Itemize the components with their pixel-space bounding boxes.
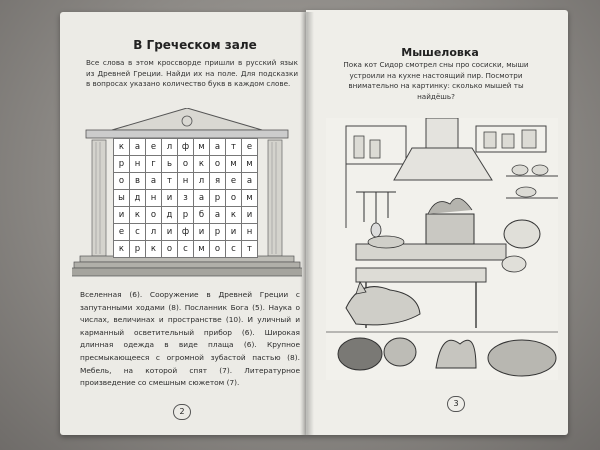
crossword-cell: р	[178, 207, 194, 224]
crossword-cell: и	[242, 207, 258, 224]
crossword-cell: ф	[178, 139, 194, 156]
crossword-cell: и	[114, 207, 130, 224]
crossword-cell: е	[226, 173, 242, 190]
crossword-cell: д	[130, 190, 146, 207]
crossword-cell: я	[210, 173, 226, 190]
crossword-cell: з	[178, 190, 194, 207]
crossword-row	[114, 156, 258, 173]
crossword-cell: и	[226, 224, 242, 241]
crossword-cell: о	[146, 207, 162, 224]
crossword-cell: о	[210, 241, 226, 258]
crossword-cell: н	[242, 224, 258, 241]
crossword-cell: н	[146, 190, 162, 207]
crossword-row	[114, 224, 258, 241]
crossword-cell: ь	[162, 156, 178, 173]
crossword-cell: р	[130, 241, 146, 258]
crossword-cell: т	[242, 241, 258, 258]
crossword-cell: в	[130, 173, 146, 190]
crossword-cell: и	[162, 224, 178, 241]
crossword-cell: о	[178, 156, 194, 173]
page-number-left: 2	[173, 404, 191, 420]
crossword-cell: м	[194, 241, 210, 258]
crossword-cell: и	[194, 224, 210, 241]
crossword-cell: о	[226, 190, 242, 207]
left-page-title: В Греческом зале	[133, 38, 257, 52]
crossword-cell: и	[162, 190, 178, 207]
crossword-cell: м	[242, 156, 258, 173]
crossword-cell: ф	[178, 224, 194, 241]
right-page-intro: Пока кот Сидор смотрел сны про сосиски, мыши устроили на кухне настоящий пир. Посмотри внимательно на картинку: сколько мышей ты найдёшь?	[343, 60, 529, 101]
crossword-cell: к	[146, 241, 162, 258]
crossword-cell: с	[178, 241, 194, 258]
book-spine	[300, 12, 314, 435]
crossword-row	[114, 139, 258, 156]
crossword-cell: к	[114, 139, 130, 156]
crossword-cell: а	[210, 207, 226, 224]
crossword-cell: н	[178, 173, 194, 190]
crossword-cell: к	[226, 207, 242, 224]
crossword-cell: р	[210, 190, 226, 207]
crossword-cell: м	[194, 139, 210, 156]
crossword-cell: л	[162, 139, 178, 156]
crossword-cell: б	[194, 207, 210, 224]
crossword-cell: а	[194, 190, 210, 207]
crossword-cell: е	[114, 224, 130, 241]
crossword-cell: о	[162, 241, 178, 258]
crossword-cell: с	[226, 241, 242, 258]
crossword-cell: а	[242, 173, 258, 190]
kitchen-scene-icon	[326, 118, 558, 380]
crossword-cell: д	[162, 207, 178, 224]
crossword-cell: г	[146, 156, 162, 173]
page-number-right: 3	[447, 396, 465, 412]
right-page-title: Мышеловка	[401, 46, 479, 59]
crossword-cell: о	[114, 173, 130, 190]
crossword-cell: р	[210, 224, 226, 241]
crossword-cell: т	[226, 139, 242, 156]
crossword-cell: а	[146, 173, 162, 190]
left-page-intro: Все слова в этом кроссворде пришли в русский язык из Древней Греции. Найди их на поле. Для подсказки в вопросах указано количество букв в каждом слове.	[86, 58, 298, 88]
crossword-cell: ы	[114, 190, 130, 207]
crossword-row	[114, 190, 258, 207]
crossword-cell: к	[114, 241, 130, 258]
crossword-cell: л	[146, 224, 162, 241]
crossword-row	[114, 173, 258, 190]
crossword-cell: л	[194, 173, 210, 190]
crossword-cell: к	[130, 207, 146, 224]
crossword-row	[114, 241, 258, 258]
crossword-cell: м	[226, 156, 242, 173]
crossword-cell: с	[130, 224, 146, 241]
crossword-cell: т	[162, 173, 178, 190]
crossword-cell: р	[114, 156, 130, 173]
crossword-cell: м	[242, 190, 258, 207]
crossword-cell: н	[130, 156, 146, 173]
crossword-cell: а	[130, 139, 146, 156]
crossword-cell: к	[194, 156, 210, 173]
crossword-cell: а	[210, 139, 226, 156]
crossword-cell: е	[146, 139, 162, 156]
crossword-clues: Вселенная (6). Сооружение в Древней Греции с запутанными ходами (8). Посланник Бога (5). Наука о числах, величинах и пространстве (10). И уличный и карманный осветительный прибор (6). Широкая длинная одежда в виде плаща (6). Крупное пресмыкающееся с огромной зубастой пастью (8). Мебель, на которой спят (7). Литературное произведение со смешным сюжетом (7).	[80, 290, 300, 388]
crossword-cell: е	[242, 139, 258, 156]
crossword-grid	[113, 138, 258, 258]
crossword-cell: о	[210, 156, 226, 173]
crossword-row	[114, 207, 258, 224]
